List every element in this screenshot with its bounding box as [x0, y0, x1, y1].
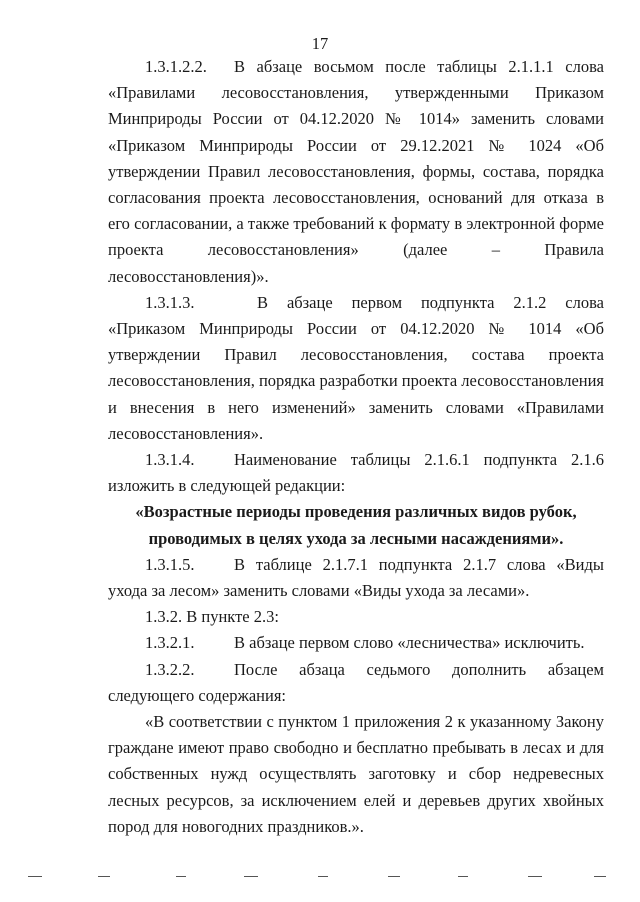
- paragraph-1-3-1-3: [108, 290, 604, 447]
- paragraph-1-3-1-4: [108, 447, 604, 499]
- table-title-line-1: «Возрастные периоды проведения различных видов рубок,: [135, 502, 577, 522]
- paragraph-text: В абзаце первом подпункта 2.1.2 слова «Приказом Минприроды России от 04.12.2020 № 1014 «Об утверждении Правил лесовосстановления, состава проекта лесовосстановления, порядка разработки проекта лесовосстановления и внесения в него изменений» заменить словами «Правилами лесовосстановления».: [108, 292, 605, 443]
- clause-number: 1.3.1.4.: [145, 450, 195, 470]
- paragraph-1-3-2: 1.3.2. В пункте 2.3:: [145, 607, 279, 627]
- paragraph-1-3-1-2-2: [108, 54, 604, 290]
- page-number: 17: [311, 34, 329, 53]
- clause-number: 1.3.1.3.: [145, 292, 195, 312]
- paragraph-text: В таблице 2.1.7.1 подпункта 2.1.7 слова «Виды ухода за лесом» заменить словами «Виды ухода за лесами».: [108, 554, 604, 601]
- clause-number: 1.3.1.2.2.: [145, 57, 207, 76]
- paragraph-text: Наименование таблицы 2.1.6.1 подпункта 2.1.6 изложить в следующей редакции:: [108, 450, 604, 496]
- paragraph-1-3-2-1: [108, 630, 604, 656]
- paragraph-text: В абзаце первом слово «лесничества» исключить.: [234, 633, 585, 653]
- scan-footer-artifacts: [28, 876, 608, 878]
- clause-number: 1.3.2.2.: [145, 659, 195, 679]
- document-body: [108, 54, 604, 840]
- paragraph-1-3-2-2: [108, 657, 604, 709]
- clause-number: 1.3.2.1.: [145, 633, 195, 653]
- quoted-paragraph: «В соответствии с пунктом 1 приложения 2 к указанному Закону граждане имеют право свободно и бесплатно пребывать в лесах и для собственных нужд осуществлять заготовку и сбор недревесных лесных ресурсов, за исключением елей и деревьев других хвойных пород для новогодних праздников.».: [108, 712, 604, 836]
- paragraph-1-3-1-5: [108, 552, 604, 604]
- paragraph-text: В абзаце восьмом после таблицы 2.1.1.1 слова «Правилами лесовосстановления, утвержденными Приказом Минприроды России от 04.12.2020 № 1014» заменить словами «Приказом Минприроды России от 29.12.2021 № 1024 «Об утверждении Правил лесовосстановления, формы, состава, порядка согласования проекта лесовосстановления, оснований для отказа в его согласовании, а также требований к формату в электронной форме проекта лесовосстановления» (далее – Правила лесовосстановления)».: [108, 57, 604, 286]
- table-title-line-2: проводимых в целях ухода за лесными насаждениями».: [148, 528, 564, 548]
- clause-number: 1.3.1.5.: [145, 554, 195, 574]
- paragraph-text: После абзаца седьмого дополнить абзацем следующего содержания:: [108, 659, 604, 705]
